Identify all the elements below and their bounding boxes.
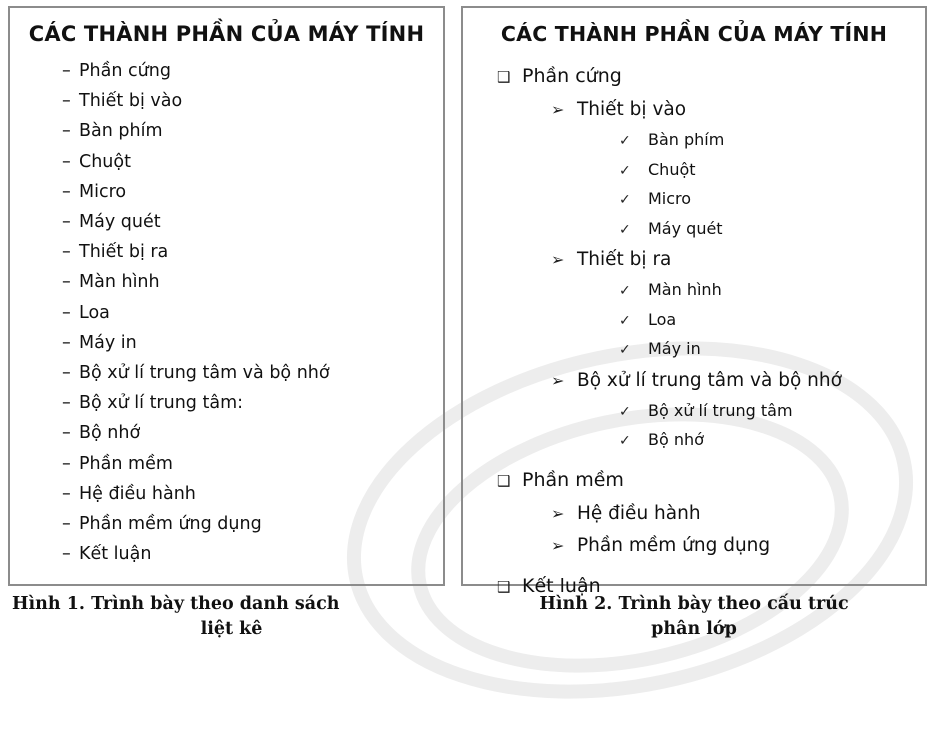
- list-item-label: Micro: [79, 181, 127, 202]
- dash-bullet-icon: –: [62, 212, 71, 233]
- list-item: [62, 418, 435, 448]
- list-item: [62, 116, 435, 146]
- list-item: [62, 328, 435, 358]
- list-item: [62, 479, 435, 509]
- tree-item-label: Loa: [648, 309, 677, 329]
- list-item-label: Màn hình: [79, 272, 160, 293]
- list-item-label: Kết luận: [79, 544, 152, 565]
- check-bullet-icon: ✓: [619, 312, 631, 329]
- list-item-label: Phần cứng: [79, 61, 171, 81]
- list-item: [62, 388, 435, 418]
- list-item-label: Hệ điều hành: [79, 483, 196, 504]
- square-bullet-icon: ❑: [497, 471, 511, 490]
- list-item-label: Máy in: [79, 332, 137, 353]
- figure-2-caption-line2: phân lớp: [651, 619, 737, 639]
- dash-bullet-icon: –: [62, 423, 71, 444]
- list-item-label: Thiết bị ra: [79, 242, 169, 263]
- figure-1-box: [8, 6, 445, 586]
- tree-item-level-1: [471, 60, 917, 94]
- tree-item-label: Màn hình: [648, 280, 722, 299]
- list-item: [62, 267, 435, 297]
- tree-item-level-3: [471, 185, 917, 215]
- figure-1: [8, 6, 445, 642]
- tree-item-label: Phần cứng: [522, 65, 622, 87]
- list-item-label: Bộ xử lí trung tâm:: [79, 393, 244, 414]
- list-item-label: Loa: [79, 302, 110, 323]
- tree-item-level-2: [471, 244, 917, 276]
- list-item: [62, 539, 435, 569]
- list-item: [62, 358, 435, 388]
- list-item-label: Bàn phím: [79, 121, 163, 142]
- figure-2: [461, 6, 927, 642]
- tree-item-label: Kết luận: [522, 574, 601, 597]
- dash-bullet-icon: –: [62, 393, 71, 414]
- tree-item-label: Phần mềm: [522, 468, 624, 491]
- tree-item-level-2: [471, 94, 917, 126]
- tree-item-level-3: [471, 335, 917, 365]
- list-item-label: Máy quét: [79, 212, 161, 233]
- arrow-bullet-icon: ➢: [551, 100, 565, 119]
- tree-item-level-3: [471, 397, 917, 427]
- dash-bullet-icon: –: [62, 91, 71, 112]
- dash-bullet-icon: –: [62, 242, 71, 263]
- figure-2-title: CÁC THÀNH PHẦN CỦA MÁY TÍNH: [500, 22, 888, 46]
- check-bullet-icon: ✓: [619, 283, 631, 299]
- tree-item-label: Bộ nhớ: [648, 430, 704, 449]
- list-item: [62, 177, 435, 207]
- tree-item-level-2: [471, 498, 917, 530]
- dash-bullet-icon: –: [62, 514, 71, 535]
- tree-item-level-3: [471, 306, 917, 336]
- tree-item-label: Phần mềm ứng dụng: [577, 534, 771, 556]
- list-item-label: Bộ nhớ: [79, 423, 141, 444]
- list-item-label: Chuột: [79, 151, 131, 172]
- arrow-bullet-icon: ➢: [551, 503, 565, 523]
- list-item-label: Bộ xử lí trung tâm và bộ nhớ: [79, 363, 330, 384]
- list-item: [62, 298, 435, 328]
- check-bullet-icon: ✓: [619, 133, 631, 149]
- list-item: [62, 509, 435, 539]
- tree-item-label: Thiết bị ra: [577, 249, 672, 270]
- check-bullet-icon: ✓: [619, 162, 631, 179]
- figure-1-caption-line2: liệt kê: [200, 619, 263, 639]
- check-bullet-icon: ✓: [619, 433, 631, 449]
- tree-item-label: Thiết bị vào: [577, 99, 687, 120]
- list-item: [62, 86, 435, 116]
- tree-item-label: Máy in: [648, 339, 701, 358]
- check-bullet-icon: ✓: [619, 221, 631, 238]
- dash-bullet-icon: –: [62, 302, 71, 323]
- tree-item-label: Chuột: [648, 159, 696, 179]
- figure-1-caption: [8, 592, 445, 642]
- list-item: [62, 207, 435, 237]
- tree-item-label: Micro: [648, 189, 692, 208]
- tree-item-level-3: [471, 276, 917, 306]
- dash-bullet-icon: –: [62, 483, 71, 504]
- arrow-bullet-icon: ➢: [551, 535, 565, 555]
- figure-1-caption-line1: Hình 1. Trình bày theo danh sách: [12, 594, 340, 614]
- dash-bullet-icon: –: [62, 363, 71, 384]
- arrow-bullet-icon: ➢: [551, 250, 565, 269]
- tree-item-label: Bàn phím: [648, 130, 725, 149]
- figure-2-caption: [461, 592, 927, 642]
- list-item: [62, 237, 435, 267]
- tree-item-level-1: [471, 464, 917, 498]
- list-item-label: Phần mềm ứng dụng: [79, 514, 262, 535]
- arrow-bullet-icon: ➢: [551, 370, 565, 390]
- tree-item-level-3: [471, 156, 917, 186]
- tree-item-level-3: [471, 426, 917, 456]
- dash-bullet-icon: –: [62, 453, 71, 474]
- list-item: [62, 56, 435, 86]
- list-spacer: [471, 456, 917, 464]
- tree-item-level-3: [471, 126, 917, 156]
- tree-item-label: Bộ xử lí trung tâm: [648, 400, 793, 420]
- hierarchical-list: [471, 60, 917, 604]
- tree-item-label: Máy quét: [648, 218, 723, 238]
- dash-bullet-icon: –: [62, 181, 71, 202]
- tree-item-level-2: [471, 530, 917, 562]
- check-bullet-icon: ✓: [619, 342, 631, 358]
- dash-bullet-icon: –: [62, 272, 71, 293]
- figure-2-box: [461, 6, 927, 597]
- dash-bullet-icon: –: [62, 121, 71, 142]
- dash-bullet-icon: –: [62, 61, 71, 81]
- dash-bullet-icon: –: [62, 151, 71, 172]
- list-item: [62, 147, 435, 177]
- dash-bullet-icon: –: [62, 332, 71, 353]
- check-bullet-icon: ✓: [619, 192, 631, 208]
- tree-item-label: Hệ điều hành: [577, 502, 701, 524]
- tree-item-label: Bộ xử lí trung tâm và bộ nhớ: [577, 369, 842, 391]
- figure-1-title: CÁC THÀNH PHẦN CỦA MÁY TÍNH: [28, 22, 425, 46]
- list-item: [62, 449, 435, 479]
- square-bullet-icon: ❑: [497, 577, 511, 596]
- tree-item-level-2: [471, 365, 917, 397]
- dash-bullet-icon: –: [62, 544, 71, 565]
- check-bullet-icon: ✓: [619, 403, 631, 420]
- list-spacer: [471, 562, 917, 570]
- flat-list: [18, 56, 435, 569]
- tree-item-level-3: [471, 215, 917, 245]
- list-item-label: Phần mềm: [79, 453, 173, 474]
- list-item-label: Thiết bị vào: [79, 91, 183, 112]
- figure-2-caption-line1: Hình 2. Trình bày theo cấu trúc: [539, 594, 849, 614]
- square-bullet-icon: ❑: [497, 68, 511, 86]
